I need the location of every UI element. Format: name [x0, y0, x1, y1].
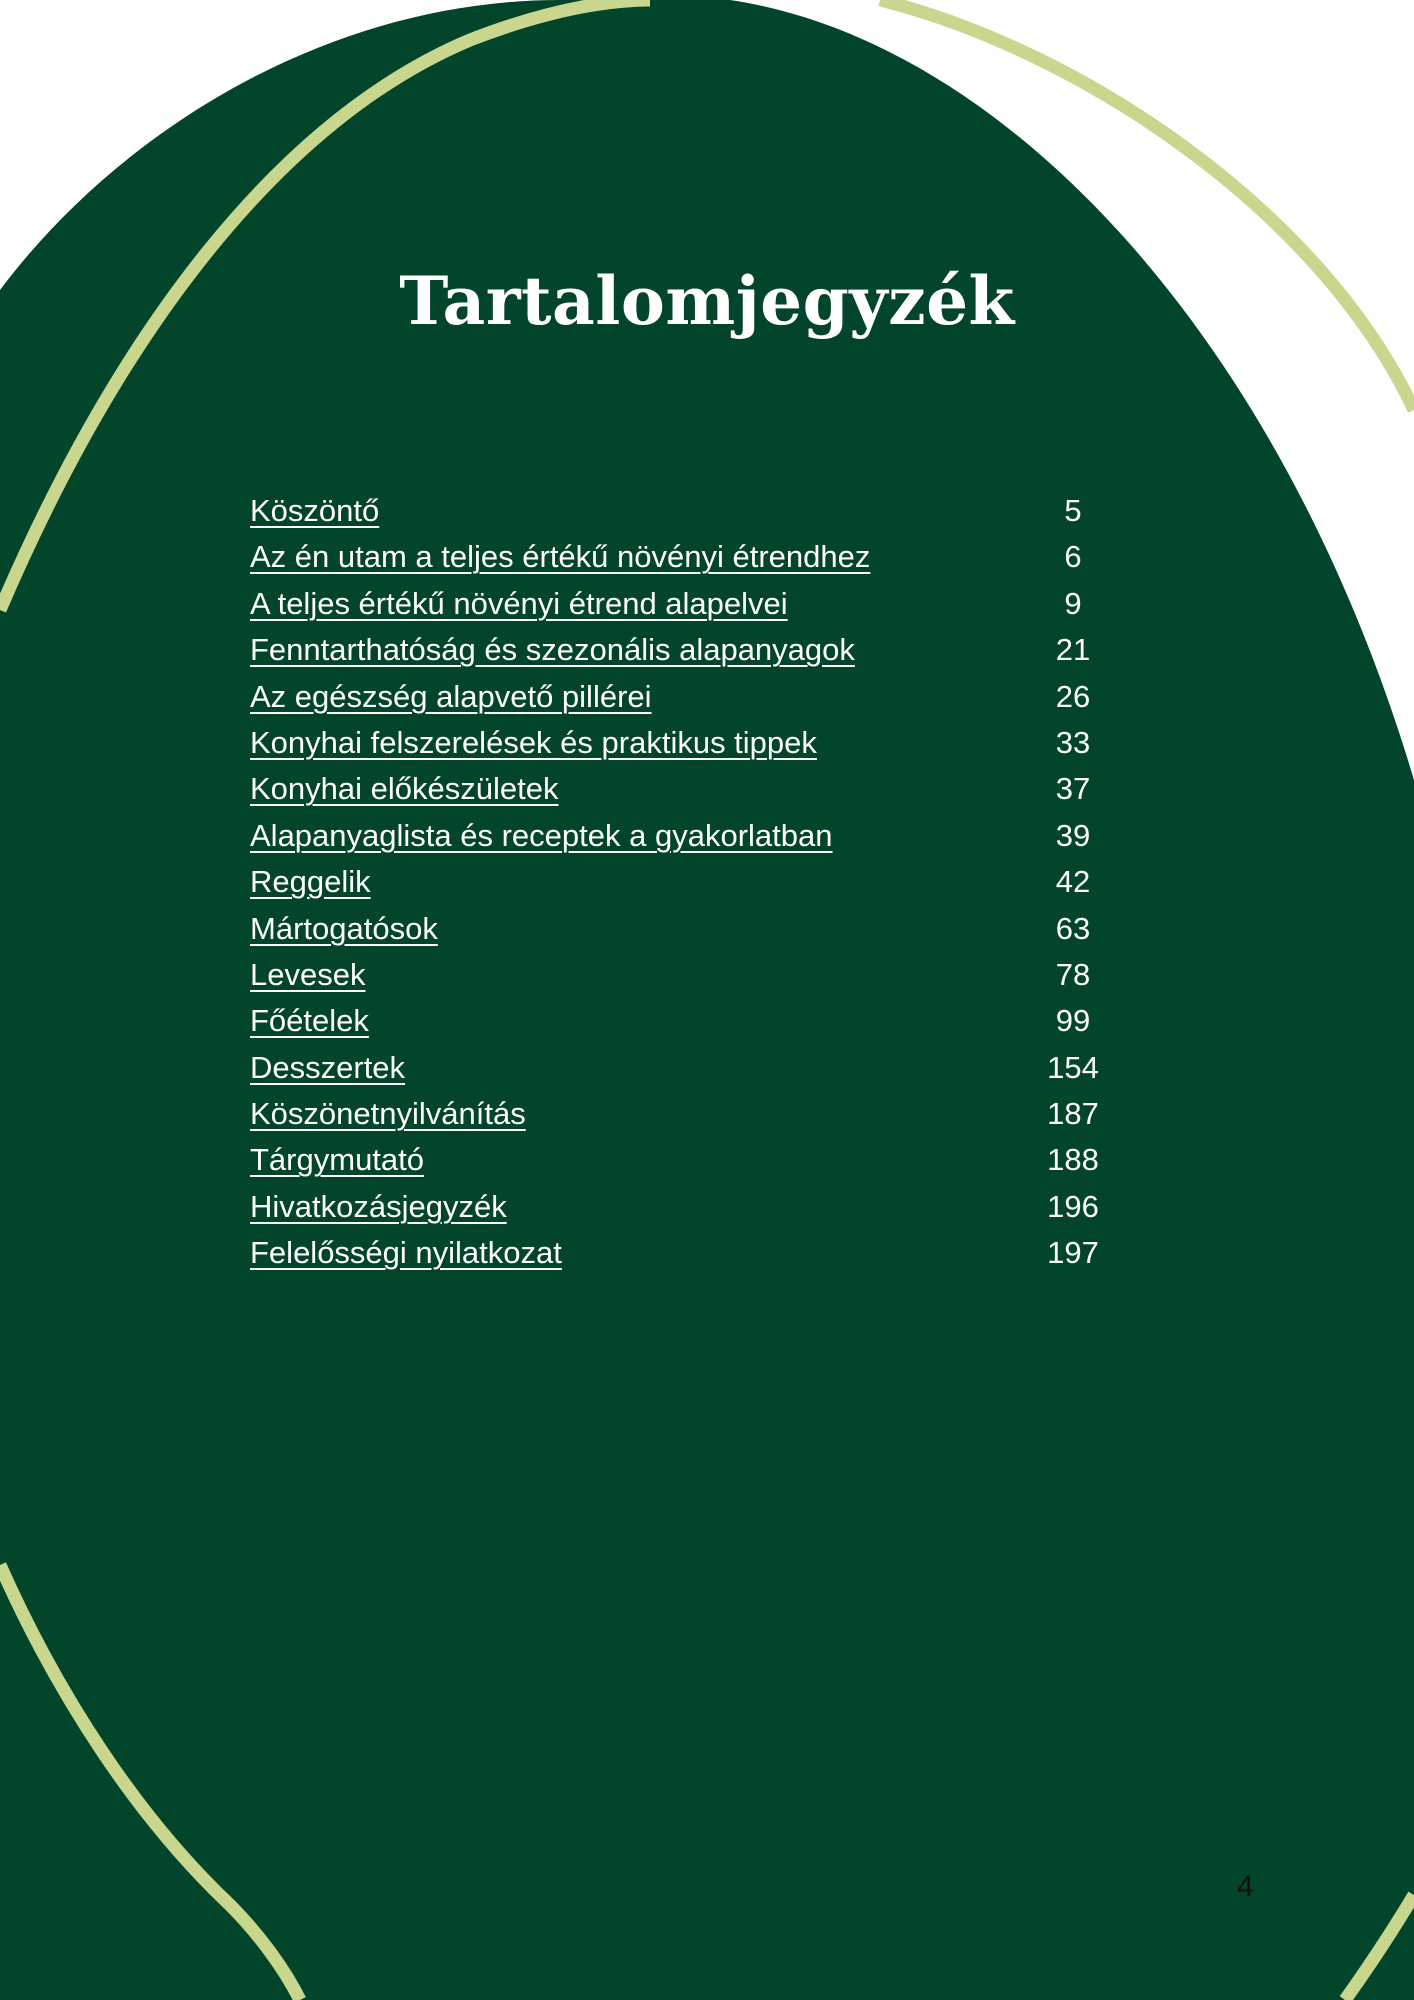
toc-page-number: 21	[1055, 632, 1091, 668]
toc-link[interactable]: Felelősségi nyilatkozat	[250, 1235, 562, 1271]
toc-link[interactable]: Konyhai előkészületek	[250, 771, 559, 807]
toc-link[interactable]: Köszöntő	[250, 493, 380, 528]
toc-page-number: 42	[1055, 864, 1091, 900]
page-title: Tartalomjegyzék	[399, 262, 1015, 340]
toc-page-number: 63	[1055, 910, 1091, 946]
toc-entry	[250, 1137, 1170, 1183]
toc-link[interactable]: Alapanyaglista és receptek a gyakorlatban	[250, 817, 833, 853]
page-number: 4	[1237, 1870, 1254, 1903]
table-of-contents	[250, 488, 1170, 1277]
toc-entry	[250, 859, 1170, 905]
toc-entry	[250, 906, 1170, 952]
toc-page-number: 26	[1055, 678, 1091, 714]
toc-page-number: 187	[1047, 1096, 1099, 1132]
toc-page-number: 33	[1055, 724, 1091, 760]
toc-link[interactable]: Tárgymutató	[250, 1142, 425, 1178]
toc-page-number: 78	[1055, 956, 1091, 992]
toc-entry	[250, 627, 1170, 673]
toc-entry	[250, 998, 1170, 1044]
toc-entry	[250, 488, 1170, 534]
toc-link[interactable]: Desszertek	[250, 1049, 406, 1085]
toc-page-number: 154	[1047, 1049, 1099, 1085]
toc-entry	[250, 1230, 1170, 1276]
toc-link[interactable]: A teljes értékű növényi étrend alapelvei	[250, 585, 788, 621]
toc-link[interactable]: Az egészség alapvető pillérei	[250, 678, 652, 714]
toc-link[interactable]: Levesek	[250, 956, 366, 992]
toc-page-number: 196	[1047, 1188, 1099, 1224]
toc-page-number: 6	[1064, 539, 1082, 575]
toc-page-number: 37	[1055, 771, 1091, 807]
toc-entry	[250, 1045, 1170, 1091]
toc-link[interactable]: Hivatkozásjegyzék	[250, 1188, 507, 1224]
toc-page-number: 39	[1055, 817, 1091, 853]
toc-entry	[250, 766, 1170, 812]
toc-page-number: 188	[1047, 1142, 1099, 1178]
toc-link[interactable]: Reggelik	[250, 864, 371, 900]
toc-entry	[250, 581, 1170, 627]
toc-link[interactable]: Az én utam a teljes értékű növényi étrendhez	[250, 539, 871, 575]
toc-entry	[250, 952, 1170, 998]
toc-link[interactable]: Konyhai felszerelések és praktikus tippek	[250, 724, 817, 760]
toc-link[interactable]: Mártogatósok	[250, 910, 438, 946]
toc-entry	[250, 534, 1170, 580]
toc-page-number: 99	[1055, 1003, 1091, 1039]
toc-page-number: 5	[1064, 493, 1082, 528]
toc-link[interactable]: Fenntarthatóság és szezonális alapanyagok	[250, 632, 855, 668]
toc-entry	[250, 813, 1170, 859]
toc-entry	[250, 1184, 1170, 1230]
toc-page-number: 197	[1047, 1235, 1099, 1271]
toc-entry	[250, 1091, 1170, 1137]
toc-entry	[250, 674, 1170, 720]
toc-page-number: 9	[1064, 585, 1082, 621]
toc-link[interactable]: Főételek	[250, 1003, 369, 1039]
toc-link[interactable]: Köszönetnyilvánítás	[250, 1096, 526, 1132]
toc-entry	[250, 720, 1170, 766]
